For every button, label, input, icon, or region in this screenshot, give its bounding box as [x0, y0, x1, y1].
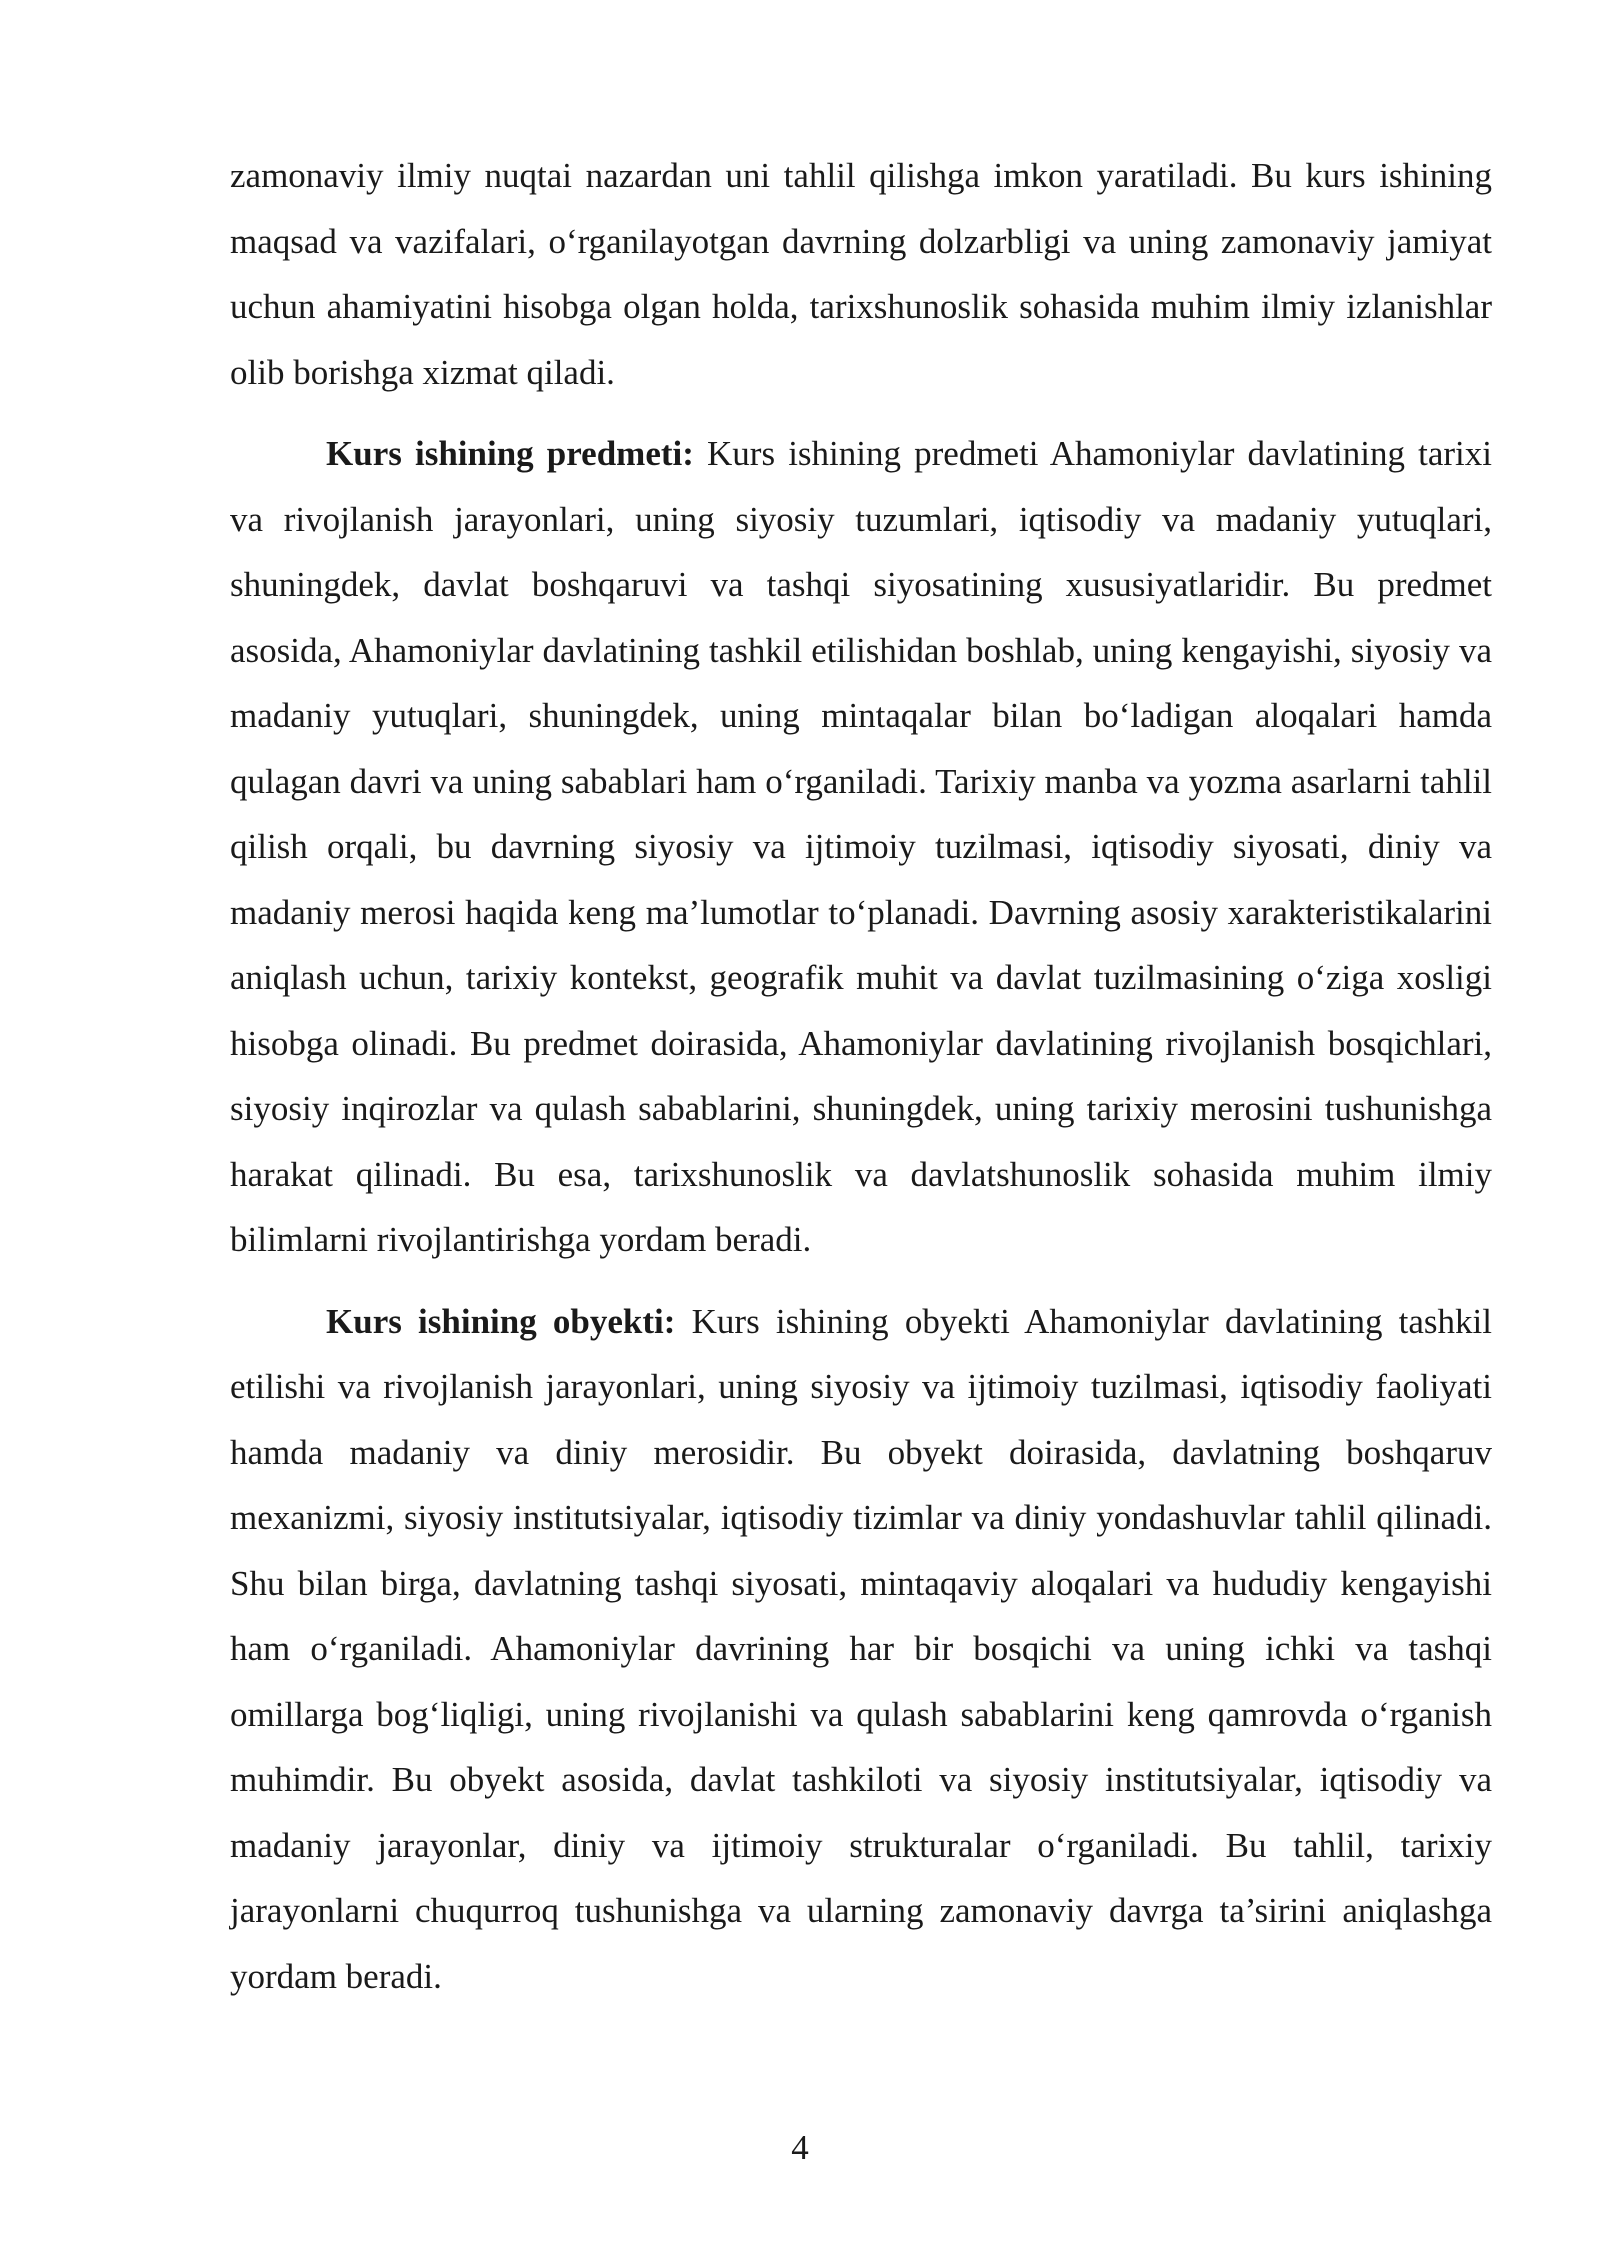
- paragraph-intro-continuation: [230, 143, 1492, 405]
- paragraph-text: Kurs ishining obyekti Ahamoniylar davlatining tashkil etilishi va rivojlanish jarayonlari, uning siyosiy va ijtimoiy tuzilmasi, iqtisodiy faoliyati hamda madaniy va diniy merosidir. Bu obyekt doirasida, davlatning boshqaruv mexanizmi, siyosiy institutsiyalar, iqtisodiy tizimlar va diniy yondashuvlar tahlil qilinadi. Shu bilan birga, davlatning tashqi siyosati, mintaqaviy aloqalari va hududiy kengayishi ham o‘rganiladi. Ahamoniylar davrining har bir bosqichi va uning ichki va tashqi omillarga bog‘liqligi, uning rivojlanishi va qulash sabablarini keng qamrovda o‘rganish muhimdir. Bu obyekt asosida, davlat tashkiloti va siyosiy institutsiyalar, iqtisodiy va madaniy jarayonlar, diniy va ijtimoiy strukturalar o‘rganiladi. Bu tahlil, tarixiy jarayonlarni chuqurroq tushunishga va ularning zamonaviy davrga ta’sirini aniqlashga yordam beradi.: [230, 1301, 1492, 1996]
- paragraph-object: [230, 1289, 1492, 2010]
- paragraph-text: zamonaviy ilmiy nuqtai nazardan uni tahlil qilishga imkon yaratiladi. Bu kurs ishining maqsad va vazifalari, o‘rganilayotgan davrning dolzarbligi va uning zamonaviy jamiyat uchun ahamiyatini hisobga olgan holda, tarixshunoslik sohasida muhim ilmiy izlanishlar olib borishga xizmat qiladi.: [230, 156, 1492, 392]
- document-body: [230, 143, 1492, 2025]
- paragraph-heading-object: Kurs ishining obyekti:: [326, 1301, 676, 1341]
- paragraph-subject: [230, 421, 1492, 1273]
- page-number: 4: [791, 2128, 809, 2167]
- paragraph-heading-subject: Kurs ishining predmeti:: [326, 434, 694, 473]
- paragraph-text: Kurs ishining predmeti Ahamoniylar davlatining tarixi va rivojlanish jarayonlari, uning siyosiy tuzumlari, iqtisodiy va madaniy yutuqlari, shuningdek, davlat boshqaruvi va tashqi siyosatining xususiyatlaridir. Bu predmet asosida, Ahamoniylar davlatining tashkil etilishidan boshlab, uning kengayishi, siyosiy va madaniy yutuqlari, shuningdek, uning mintaqalar bilan bo‘ladigan aloqalari hamda qulagan davri va uning sabablari ham o‘rganiladi. Tarixiy manba va yozma asarlarni tahlil qilish orqali, bu davrning siyosiy va ijtimoiy tuzilmasi, iqtisodiy siyosati, diniy va madaniy merosi haqida keng ma’lumotlar to‘planadi. Davrning asosiy xarakteristikalarini aniqlash uchun, tarixiy kontekst, geografik muhit va davlat tuzilmasining o‘ziga xosligi hisobga olinadi. Bu predmet doirasida, Ahamoniylar davlatining rivojlanish bosqichlari, siyosiy inqirozlar va qulash sabablarini, shuningdek, uning tarixiy merosini tushunishga harakat qilinadi. Bu esa, tarixshunoslik va davlatshunoslik sohasida muhim ilmiy bilimlarni rivojlantirishga yordam beradi.: [230, 434, 1492, 1259]
